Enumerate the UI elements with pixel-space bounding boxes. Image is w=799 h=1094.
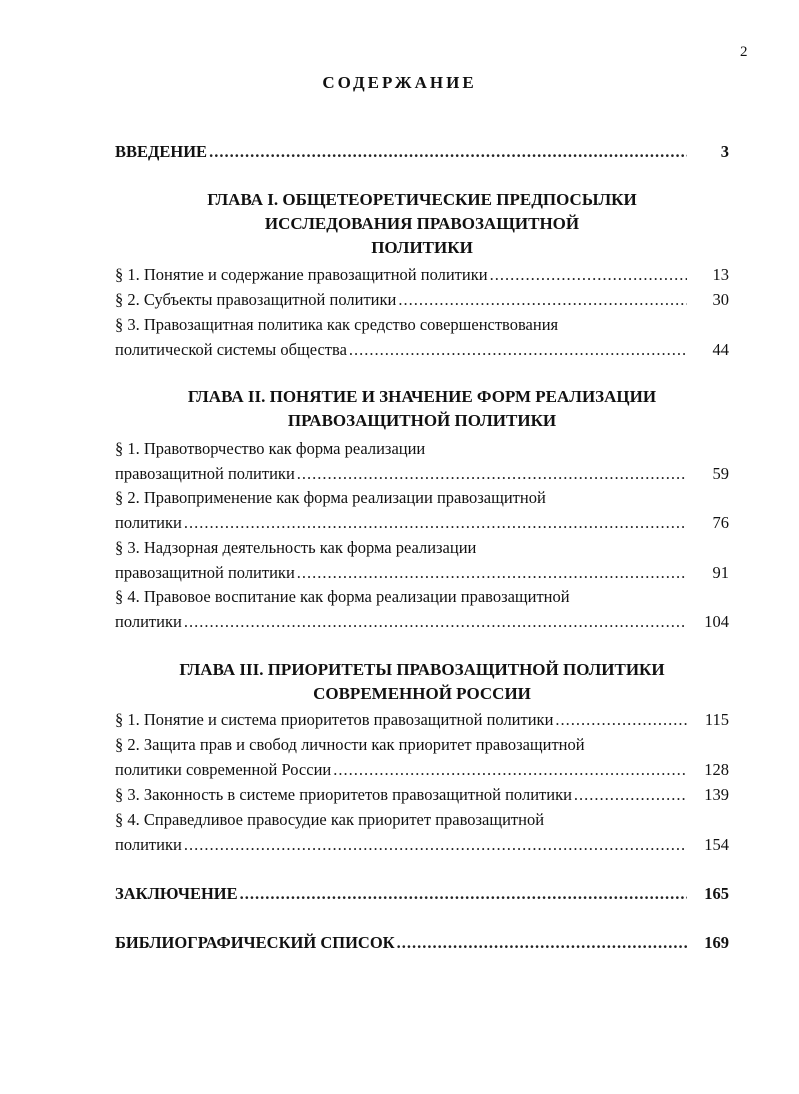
toc-entry-3-2[interactable] [115,732,729,782]
chapter-title-line: ГЛАВА II. ПОНЯТИЕ И ЗНАЧЕНИЕ ФОРМ РЕАЛИЗАЦИИ [187,387,657,406]
toc-entry-2-2[interactable] [115,485,729,535]
entry-title: ВВЕДЕНИЕ [115,142,208,161]
leader-dots [240,881,687,906]
leader-dots [297,560,687,585]
toc-entry-2-1[interactable] [115,436,729,486]
entry-page: 165 [704,884,729,903]
leader-dots [490,262,687,287]
toc-entry-2-3[interactable] [115,535,729,585]
leader-dots [184,832,687,857]
entry-title: ЗАКЛЮЧЕНИЕ [115,884,238,903]
entry-page: 104 [704,612,729,631]
toc-entry-intro[interactable] [115,139,729,164]
entry-title: БИБЛИОГРАФИЧЕСКИЙ СПИСОК [115,933,395,952]
entry-page: 76 [712,513,729,532]
entry-page: 44 [712,340,729,359]
page-number: 2 [740,44,748,60]
leader-dots [574,782,687,807]
entry-page: 91 [712,563,729,582]
entry-page: 13 [712,265,729,284]
leader-dots [397,930,687,955]
toc-entry-3-3[interactable] [115,782,729,807]
toc-entry-3-4[interactable] [115,807,729,857]
chapter-3-title [115,658,729,706]
entry-title: правозащитной политики [115,464,295,483]
toc-entry-1-3[interactable] [115,312,729,362]
toc-entry-2-4[interactable] [115,584,729,634]
leader-dots [209,139,687,164]
entry-page: 154 [704,835,729,854]
leader-dots [297,461,687,486]
entry-title: политики [115,513,182,532]
leader-dots [184,510,687,535]
toc-entry-1-1[interactable] [115,262,729,287]
chapter-title-line: ИССЛЕДОВАНИЯ ПРАВОЗАЩИТНОЙ [264,214,580,233]
entry-title: правозащитной политики [115,563,295,582]
entry-title: политики [115,612,182,631]
entry-title-line: § 2. Правоприменение как форма реализации правозащитной [115,488,546,507]
entry-title-line: § 3. Надзорная деятельность как форма реализации [115,538,477,557]
entry-title-line: § 1. Правотворчество как форма реализации [115,439,426,458]
entry-title: § 1. Понятие и система приоритетов правозащитной политики [115,710,554,729]
entry-page: 139 [704,785,729,804]
entry-title: § 3. Законность в системе приоритетов правозащитной политики [115,785,572,804]
entry-page: 128 [704,760,729,779]
chapter-title-line: СОВРЕМЕННОЙ РОССИИ [313,684,531,703]
leader-dots [555,707,687,732]
entry-page: 3 [720,142,729,161]
entry-title: § 1. Понятие и содержание правозащитной политики [115,265,488,284]
chapter-title-line: ПРАВОЗАЩИТНОЙ ПОЛИТИКИ [287,411,557,430]
entry-title-line: § 3. Правозащитная политика как средство совершенствования [115,315,559,334]
entry-title: политической системы общества [115,340,347,359]
leader-dots [184,609,687,634]
entry-title: § 2. Субъекты правозащитной политики [115,290,397,309]
toc-entry-3-1[interactable] [115,707,729,732]
chapter-title-line: ГЛАВА I. ОБЩЕТЕОРЕТИЧЕСКИЕ ПРЕДПОСЫЛКИ [207,190,637,209]
toc-entry-conclusion[interactable] [115,881,729,906]
toc-heading: СОДЕРЖАНИЕ [322,73,477,92]
entry-page: 30 [712,290,729,309]
chapter-title-line: ПОЛИТИКИ [371,238,473,257]
entry-page: 59 [712,464,729,483]
entry-title-line: § 4. Справедливое правосудие как приоритет правозащитной [115,810,545,829]
entry-page: 115 [704,710,729,729]
leader-dots [349,337,687,362]
entry-title-line: § 4. Правовое воспитание как форма реализации правозащитной [115,587,570,606]
entry-title: политики [115,835,182,854]
entry-title: политики современной России [115,760,332,779]
entry-page: 169 [704,933,729,952]
chapter-2-title [115,385,729,433]
chapter-title-line: ГЛАВА III. ПРИОРИТЕТЫ ПРАВОЗАЩИТНОЙ ПОЛИТИКИ [179,660,665,679]
leader-dots [398,287,687,312]
toc-entry-1-2[interactable] [115,287,729,312]
toc-entry-bibliography[interactable] [115,930,729,955]
leader-dots [333,757,687,782]
chapter-1-title [115,188,729,260]
entry-title-line: § 2. Защита прав и свобод личности как приоритет правозащитной [115,735,585,754]
